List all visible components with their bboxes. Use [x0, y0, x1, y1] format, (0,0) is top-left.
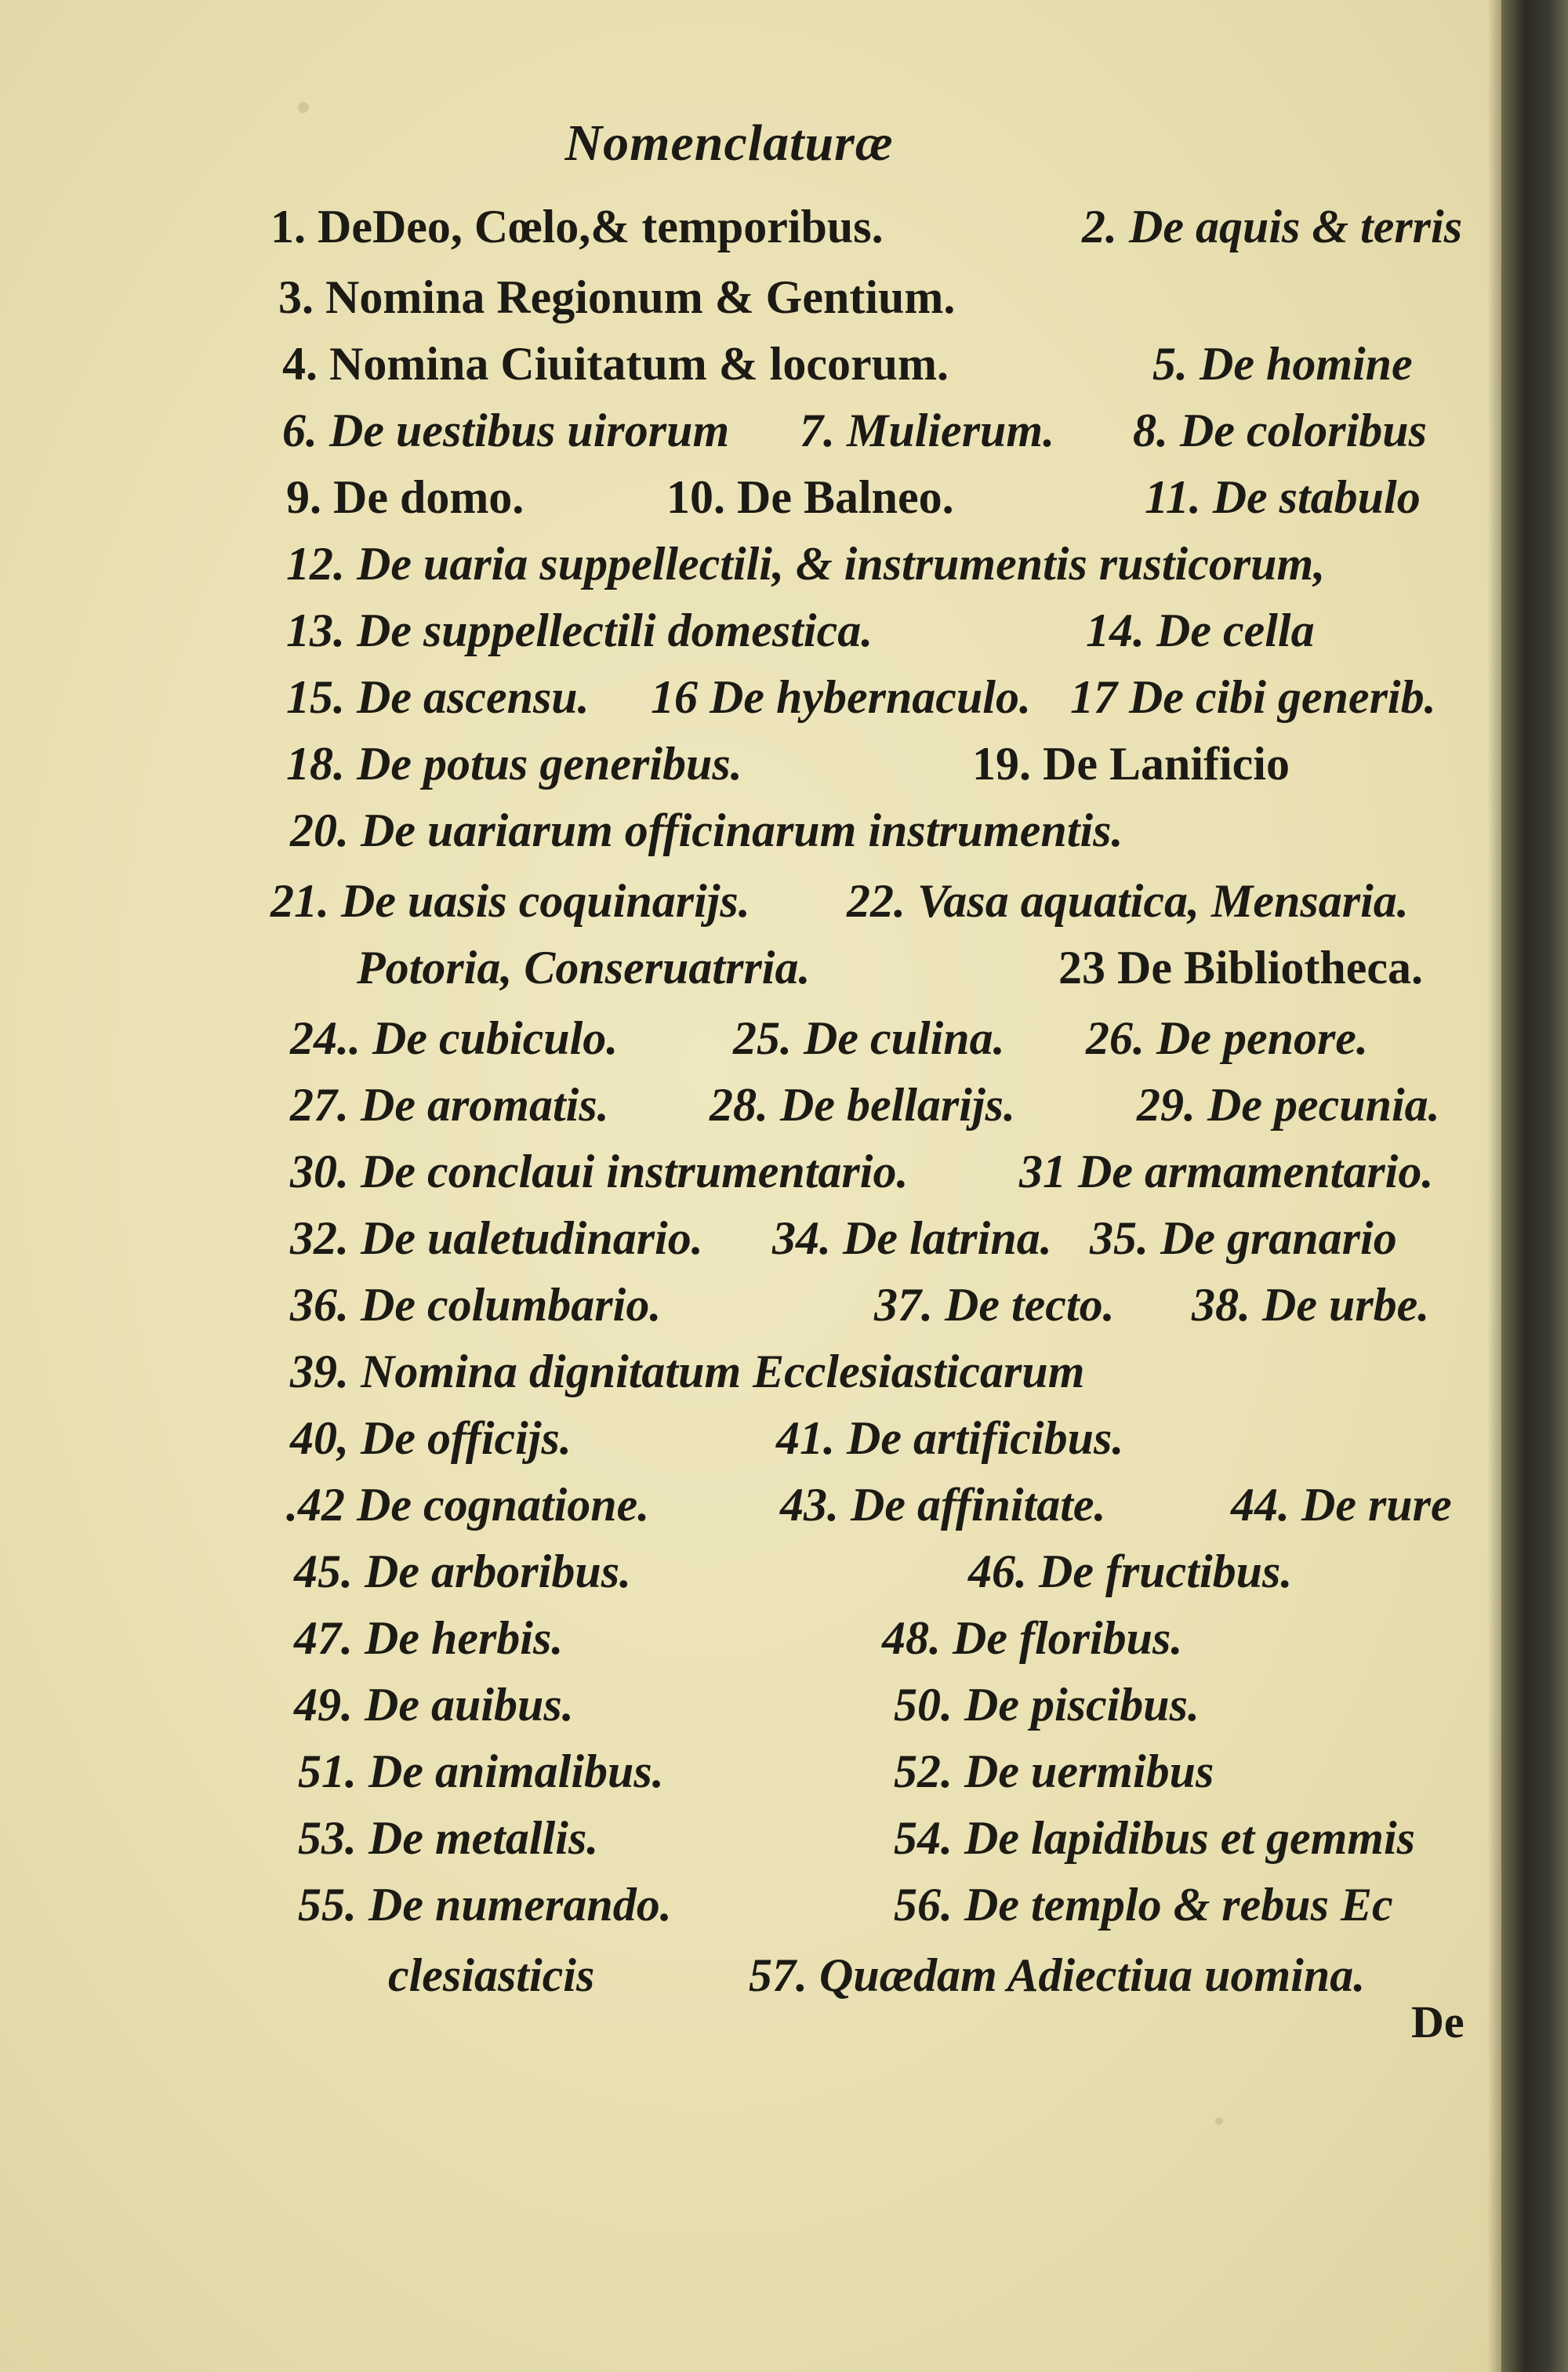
catchword: De	[1411, 1996, 1465, 2047]
index-entry: 28. De bellarijs.	[710, 1079, 1015, 1131]
index-entry: clesiasticis	[388, 1949, 595, 2001]
index-entry: 34. De latrina.	[772, 1212, 1052, 1264]
index-entry: 50. De piscibus.	[894, 1679, 1200, 1731]
index-entry: 53. De metallis.	[298, 1812, 599, 1864]
index-entry: 51. De animalibus.	[298, 1745, 664, 1797]
index-entry: 56. De templo & rebus Ec	[894, 1879, 1393, 1931]
index-entry: 20. De uariarum officinarum instrumentis.	[290, 805, 1123, 856]
index-entry: 54. De lapidibus et gemmis	[894, 1812, 1415, 1864]
index-entry: 41. De artificibus.	[776, 1412, 1124, 1464]
index-entry: 9. De domo.	[286, 471, 524, 523]
index-entry: 39. Nomina dignitatum Ecclesiasticarum	[290, 1346, 1085, 1397]
index-entry: 17 De cibi generib.	[1070, 671, 1436, 723]
index-entry: .42 De cognatione.	[286, 1479, 650, 1531]
index-entry: 55. De numerando.	[298, 1879, 672, 1931]
index-entry: 3. Nomina Regionum & Gentium.	[278, 271, 956, 323]
index-entry: 11. De stabulo	[1145, 471, 1421, 523]
index-entry: 40, De officijs.	[290, 1412, 572, 1464]
index-entry: 8. De coloribus	[1133, 405, 1427, 456]
index-entry: 43. De affinitate.	[780, 1479, 1106, 1531]
index-entry: 26. De penore.	[1086, 1012, 1368, 1064]
index-entry: 15. De ascensu.	[286, 671, 590, 723]
index-entry: 23 De Bibliotheca.	[1058, 942, 1423, 993]
index-entry: 44. De rure	[1231, 1479, 1452, 1531]
index-entry: 25. De culina.	[733, 1012, 1005, 1064]
running-title: Nomenclaturæ	[564, 114, 894, 172]
index-entry: 36. De columbario.	[290, 1279, 662, 1331]
index-entry: 47. De herbis.	[294, 1612, 564, 1664]
index-entry: 2. De aquis & terris	[1082, 201, 1463, 252]
page-shadow	[1487, 0, 1501, 2372]
index-entry: 18. De potus generibus.	[286, 738, 742, 790]
index-entry: 35. De granario	[1090, 1212, 1397, 1264]
index-entry: 27. De aromatis.	[290, 1079, 609, 1131]
index-entry: 32. De ualetudinario.	[290, 1212, 703, 1264]
index-entry: 31 De armamentario.	[1019, 1146, 1434, 1197]
ink-spot	[298, 102, 309, 113]
index-entry: 24.. De cubiculo.	[290, 1012, 619, 1064]
index-entry: 12. De uaria suppellectili, & instrumentis rusticorum,	[286, 538, 1326, 590]
index-entry: 6. De uestibus uirorum	[282, 405, 730, 456]
index-entry: 10. De Balneo.	[666, 471, 954, 523]
index-entry: 29. De pecunia.	[1137, 1079, 1440, 1131]
index-entry: 48. De floribus.	[882, 1612, 1183, 1664]
index-entry: 38. De urbe.	[1192, 1279, 1430, 1331]
index-entry: 14. De cella	[1086, 605, 1315, 656]
ink-spot	[1215, 2117, 1223, 2125]
index-entry: 49. De auibus.	[294, 1679, 574, 1731]
index-entry: 1. DeDeo, Cœlo,& temporibus.	[270, 201, 884, 252]
index-entry: 7. Mulierum.	[800, 405, 1055, 456]
index-entry: 57. Quædam Adiectiua uomina.	[749, 1949, 1366, 2001]
index-entry: 19. De Lanificio	[972, 738, 1290, 790]
index-entry: 45. De arboribus.	[294, 1546, 632, 1597]
index-entry: Potoria, Conseruatrria.	[357, 942, 811, 993]
index-entry: 52. De uermibus	[894, 1745, 1214, 1797]
index-entry: 16 De hybernaculo.	[651, 671, 1031, 723]
index-entry: 46. De fructibus.	[968, 1546, 1293, 1597]
index-entry: 21. De uasis coquinarijs.	[270, 875, 750, 927]
book-binding	[1501, 0, 1568, 2372]
index-entry: 37. De tecto.	[874, 1279, 1115, 1331]
index-entry: 4. Nomina Ciuitatum & locorum.	[282, 338, 949, 390]
index-entry: 5. De homine	[1152, 338, 1413, 390]
index-entry: 30. De conclaui instrumentario.	[290, 1146, 909, 1197]
index-entry: 22. Vasa aquatica, Mensaria.	[847, 875, 1409, 927]
page-header	[0, 114, 1568, 173]
index-entry: 13. De suppellectili domestica.	[286, 605, 873, 656]
